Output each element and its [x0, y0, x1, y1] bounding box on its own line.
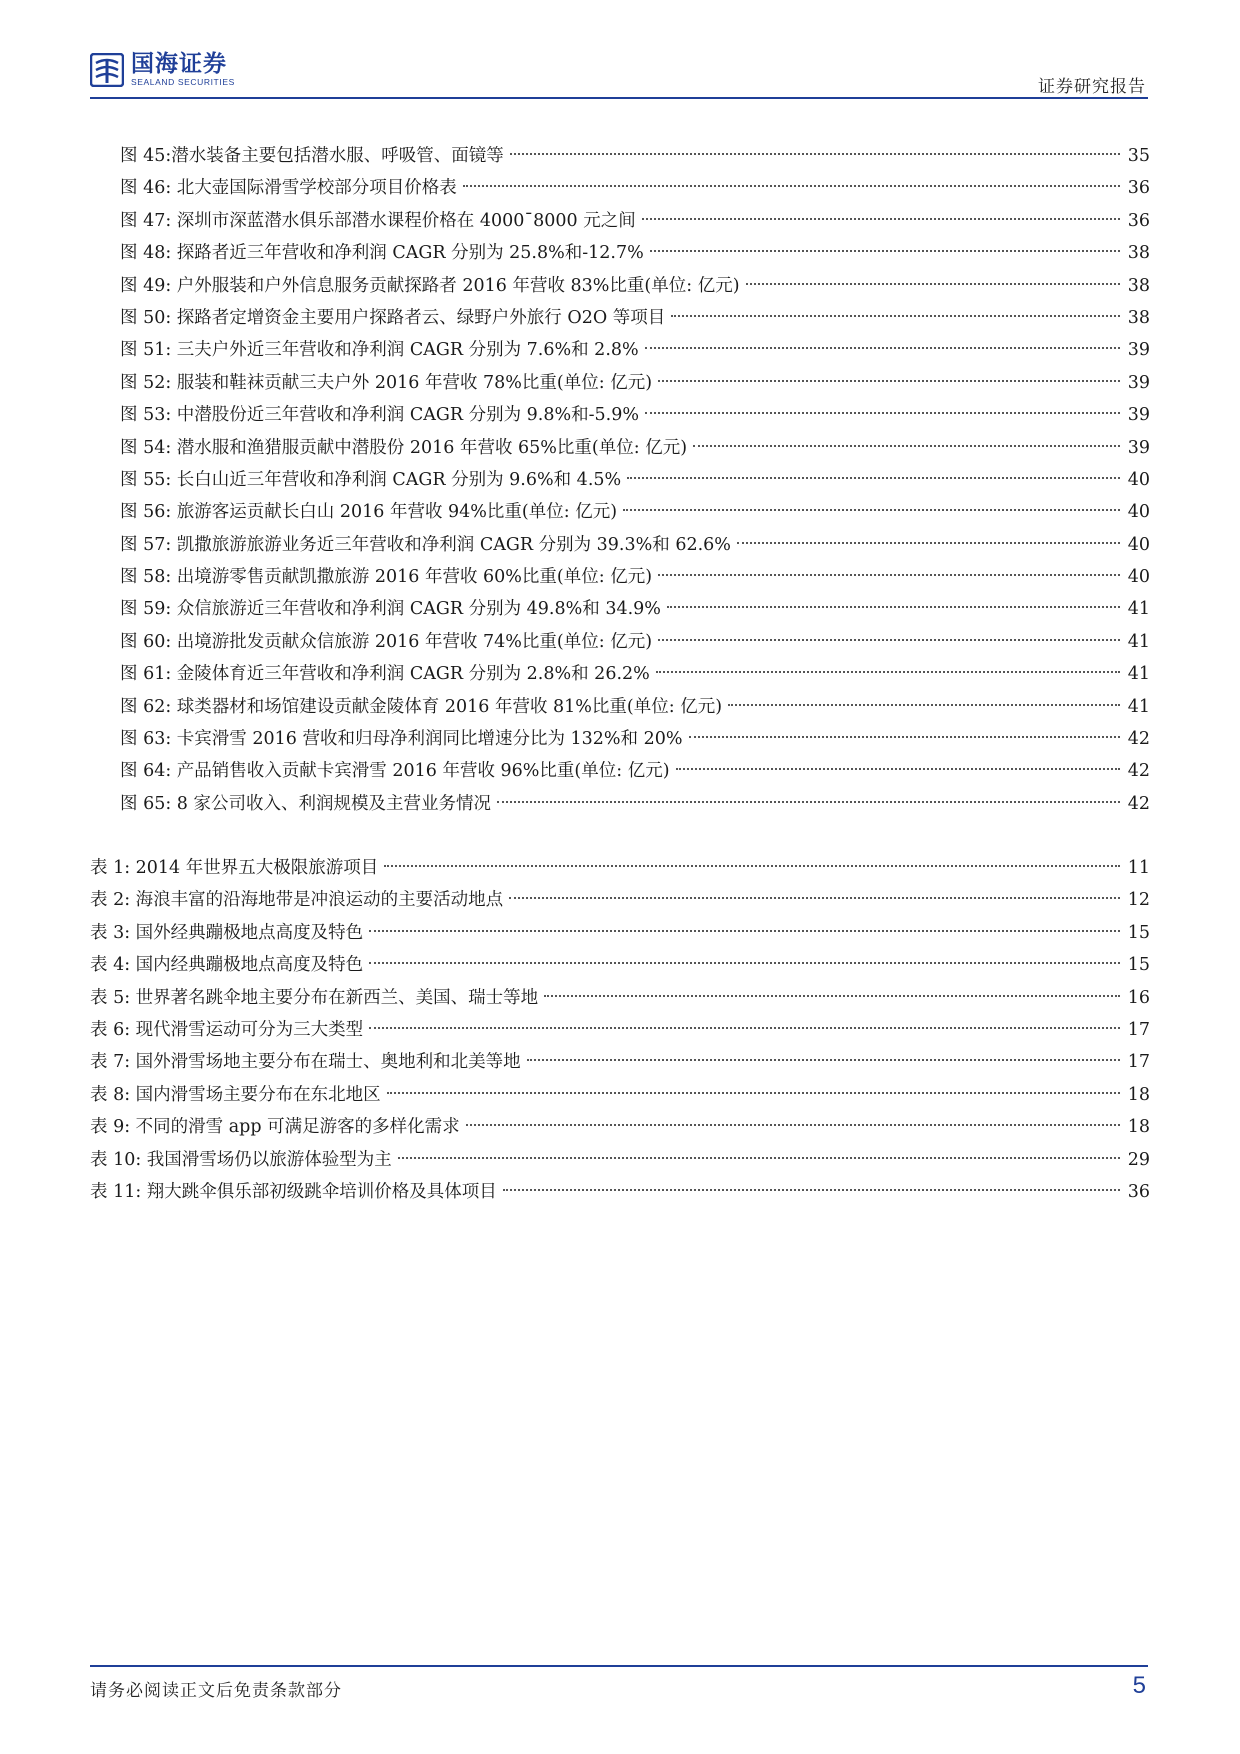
page-header — [0, 0, 1240, 110]
toc-table-entry-page: 15 — [1127, 922, 1150, 943]
toc-table-entry-label: 表 7: 国外滑雪场地主要分布在瑞士、奥地利和北美等地 — [90, 1052, 521, 1073]
toc-table-entry[interactable] — [90, 1079, 1150, 1111]
toc-figure-entry[interactable] — [90, 302, 1150, 334]
dot-leader — [510, 153, 1120, 155]
toc-table-entry-page: 29 — [1127, 1149, 1150, 1170]
toc-table-entry-page: 11 — [1127, 858, 1150, 878]
toc-figure-entry[interactable] — [90, 270, 1150, 302]
toc-figure-entry-label: 图 63: 卡宾滑雪 2016 营收和归母净利润同比增速分比为 132%和 20% — [120, 729, 683, 750]
toc-table-entry-label: 表 2: 海浪丰富的沿海地带是冲浪运动的主要活动地点 — [90, 890, 504, 911]
toc-figure-entry-page: 39 — [1127, 340, 1150, 361]
toc-figure-entry-label: 图 46: 北大壶国际滑雪学校部分项目价格表 — [120, 178, 457, 199]
toc-figure-entry-page: 39 — [1127, 372, 1150, 393]
toc-figure-entry-page: 42 — [1127, 793, 1150, 814]
dot-leader — [398, 1157, 1120, 1159]
toc-table-entry[interactable] — [90, 852, 1150, 884]
toc-table-entry-label: 表 9: 不同的滑雪 app 可满足游客的多样化需求 — [90, 1117, 460, 1138]
toc-table-entry-page: 15 — [1127, 955, 1150, 976]
logo-name-en: SEALAND SECURITIES — [131, 77, 235, 87]
dot-leader — [746, 283, 1120, 285]
toc-table-entry-label: 表 10: 我国滑雪场仍以旅游体验型为主 — [90, 1149, 392, 1170]
toc-table-entry-label: 表 6: 现代滑雪运动可分为三大类型 — [90, 1019, 364, 1040]
toc-figure-entry-page: 36 — [1127, 210, 1150, 231]
toc-table-entry[interactable] — [90, 1046, 1150, 1078]
toc-figure-entry-page: 36 — [1127, 178, 1150, 199]
toc-figure-entry-label: 图 65: 8 家公司收入、利润规模及主营业务情况 — [120, 793, 491, 814]
dot-leader — [466, 1124, 1120, 1126]
dot-leader — [527, 1059, 1120, 1061]
toc-figure-entry-label: 图 49: 户外服装和户外信息服务贡献探路者 2016 年营收 83%比重(单位: 亿元) — [120, 275, 740, 296]
toc-figure-entry-page: 39 — [1127, 405, 1150, 426]
toc-figure-entry[interactable] — [90, 561, 1150, 593]
toc-figure-entry-page: 38 — [1127, 243, 1150, 264]
toc-figure-entry[interactable] — [90, 172, 1150, 204]
dot-leader — [509, 897, 1120, 899]
dot-leader — [384, 865, 1120, 867]
toc-figure-entry-label: 图 60: 出境游批发贡献众信旅游 2016 年营收 74%比重(单位: 亿元) — [120, 631, 653, 652]
toc-figure-entry[interactable] — [90, 626, 1150, 658]
toc-figure-entry-label: 图 61: 金陵体育近三年营收和净利润 CAGR 分别为 2.8%和 26.2% — [120, 664, 650, 685]
toc-figure-entry-label: 图 58: 出境游零售贡献凯撒旅游 2016 年营收 60%比重(单位: 亿元) — [120, 567, 653, 588]
dot-leader — [369, 1027, 1120, 1029]
toc-figure-entry-label: 图 59: 众信旅游近三年营收和净利润 CAGR 分别为 49.8%和 34.9% — [120, 599, 661, 620]
dot-leader — [627, 477, 1120, 479]
toc-table-entry-label: 表 1: 2014 年世界五大极限旅游项目 — [90, 858, 379, 878]
toc-table-entry-page: 16 — [1127, 987, 1150, 1008]
dot-leader — [623, 509, 1120, 511]
dot-leader — [656, 671, 1120, 673]
toc-figure-entry-label: 图 64: 产品销售收入贡献卡宾滑雪 2016 年营收 96%比重(单位: 亿元) — [120, 761, 670, 782]
toc-figure-entry[interactable] — [90, 205, 1150, 237]
toc-figure-entry[interactable] — [90, 140, 1150, 172]
toc-table-entry-page: 17 — [1127, 1019, 1150, 1040]
toc-figure-entry[interactable] — [90, 593, 1150, 625]
dot-leader — [689, 736, 1120, 738]
dot-leader — [658, 639, 1120, 641]
toc-table-entry-page: 17 — [1127, 1052, 1150, 1073]
toc-figure-entry-label: 图 48: 探路者近三年营收和净利润 CAGR 分别为 25.8%和-12.7% — [120, 243, 644, 264]
toc-figure-entry[interactable] — [90, 496, 1150, 528]
toc-table-entry-label: 表 11: 翔大跳伞俱乐部初级跳伞培训价格及具体项目 — [90, 1181, 497, 1202]
toc-figure-entry[interactable] — [90, 237, 1150, 269]
toc-table-entry-page: 18 — [1127, 1117, 1150, 1138]
dot-leader — [645, 412, 1120, 414]
dot-leader — [369, 930, 1120, 932]
report-type: 证券研究报告 — [1038, 77, 1146, 97]
toc-figure-entry[interactable] — [90, 723, 1150, 755]
toc-figure-entry-label: 图 50: 探路者定增资金主要用户探路者云、绿野户外旅行 O2O 等项目 — [120, 307, 666, 328]
company-logo — [90, 52, 235, 87]
dot-leader — [544, 995, 1120, 997]
toc-table-entry[interactable] — [90, 949, 1150, 981]
toc-table-entry-label: 表 3: 国外经典蹦极地点高度及特色 — [90, 922, 364, 943]
toc-figure-entry-label: 图 53: 中潜股份近三年营收和净利润 CAGR 分别为 9.8%和-5.9% — [120, 405, 639, 426]
toc-figure-entry[interactable] — [90, 432, 1150, 464]
dot-leader — [650, 250, 1120, 252]
toc-figure-entry[interactable] — [90, 691, 1150, 723]
toc-figure-entry-page: 40 — [1127, 502, 1150, 523]
dot-leader — [676, 768, 1120, 770]
toc-table-entry-page: 12 — [1127, 890, 1150, 911]
dot-leader — [642, 218, 1120, 220]
toc-table-entry[interactable] — [90, 1111, 1150, 1143]
dot-leader — [658, 574, 1120, 576]
toc-table-entry[interactable] — [90, 1144, 1150, 1176]
toc-figure-entry-page: 41 — [1127, 599, 1150, 620]
toc-figure-entry[interactable] — [90, 788, 1150, 820]
toc-figure-entry-label: 图 45:潜水装备主要包括潜水服、呼吸管、面镜等 — [120, 146, 504, 166]
toc-figure-entry[interactable] — [90, 334, 1150, 366]
toc-figure-entry[interactable] — [90, 464, 1150, 496]
toc-figure-entry-page: 38 — [1127, 275, 1150, 296]
toc-figure-entry-page: 38 — [1127, 307, 1150, 328]
dot-leader — [369, 962, 1120, 964]
toc-figure-entry-label: 图 55: 长白山近三年营收和净利润 CAGR 分别为 9.6%和 4.5% — [120, 469, 622, 490]
dot-leader — [671, 315, 1120, 317]
dot-leader — [387, 1092, 1120, 1094]
toc-figure-entry-label: 图 62: 球类器材和场馆建设贡献金陵体育 2016 年营收 81%比重(单位: 亿元) — [120, 696, 723, 717]
dot-leader — [667, 606, 1120, 608]
toc-figure-entry-label: 图 47: 深圳市深蓝潜水俱乐部潜水课程价格在 4000¯8000 元之间 — [120, 210, 636, 231]
table-list — [90, 852, 1150, 1208]
dot-leader — [737, 542, 1120, 544]
toc-figure-entry-page: 41 — [1127, 631, 1150, 652]
toc-figure-entry-page: 42 — [1127, 761, 1150, 782]
toc-figure-entry-label: 图 52: 服装和鞋袜贡献三夫户外 2016 年营收 78%比重(单位: 亿元) — [120, 372, 653, 393]
dot-leader — [503, 1189, 1120, 1191]
toc-figure-entry[interactable] — [90, 658, 1150, 690]
toc-figure-entry[interactable] — [90, 755, 1150, 787]
toc-figure-entry-page: 42 — [1127, 729, 1150, 750]
toc-figure-entry[interactable] — [90, 529, 1150, 561]
toc-figure-entry-page: 41 — [1127, 696, 1150, 717]
header-divider — [90, 97, 1148, 99]
toc-figure-entry-label: 图 57: 凯撒旅游旅游业务近三年营收和净利润 CAGR 分别为 39.3%和 62.6% — [120, 534, 731, 555]
toc-table-entry[interactable] — [90, 884, 1150, 916]
dot-leader — [693, 445, 1120, 447]
dot-leader — [728, 704, 1120, 706]
toc-table-entry[interactable] — [90, 1014, 1150, 1046]
dot-leader — [658, 380, 1120, 382]
toc-figure-entry-label: 图 51: 三夫户外近三年营收和净利润 CAGR 分别为 7.6%和 2.8% — [120, 340, 639, 361]
figure-list — [90, 140, 1150, 820]
toc-table-entry-label: 表 4: 国内经典蹦极地点高度及特色 — [90, 955, 364, 976]
dot-leader — [463, 185, 1120, 187]
toc-figure-entry-page: 39 — [1127, 437, 1150, 458]
toc-figure-entry[interactable] — [90, 399, 1150, 431]
dot-leader — [645, 347, 1120, 349]
toc-figure-entry-page: 40 — [1127, 534, 1150, 555]
toc-figure-entry-page: 40 — [1127, 469, 1150, 490]
toc-figure-entry-page: 41 — [1127, 664, 1150, 685]
toc-figure-entry-label: 图 54: 潜水服和渔猎服贡献中潜股份 2016 年营收 65%比重(单位: 亿元) — [120, 437, 688, 458]
toc-figure-entry-page: 40 — [1127, 567, 1150, 588]
toc-figure-entry-page: 35 — [1127, 146, 1150, 166]
toc-figure-entry-label: 图 56: 旅游客运贡献长白山 2016 年营收 94%比重(单位: 亿元) — [120, 502, 618, 523]
toc-table-entry[interactable] — [90, 917, 1150, 949]
footer-disclaimer: 请务必阅读正文后免责条款部分 — [90, 1681, 342, 1701]
page-number: 5 — [1132, 1672, 1146, 1699]
toc-table-entry[interactable] — [90, 1176, 1150, 1208]
toc-figure-entry[interactable] — [90, 367, 1150, 399]
toc-table-entry-page: 18 — [1127, 1084, 1150, 1105]
sealand-logo-icon — [90, 53, 124, 87]
toc-table-entry[interactable] — [90, 982, 1150, 1014]
dot-leader — [497, 801, 1120, 803]
logo-name-cn: 国海证券 — [131, 51, 227, 77]
toc-table-entry-label: 表 8: 国内滑雪场主要分布在东北地区 — [90, 1084, 381, 1105]
toc-table-entry-page: 36 — [1127, 1181, 1150, 1202]
toc-table-entry-label: 表 5: 世界著名跳伞地主要分布在新西兰、美国、瑞士等地 — [90, 987, 539, 1008]
footer-divider — [90, 1665, 1148, 1667]
